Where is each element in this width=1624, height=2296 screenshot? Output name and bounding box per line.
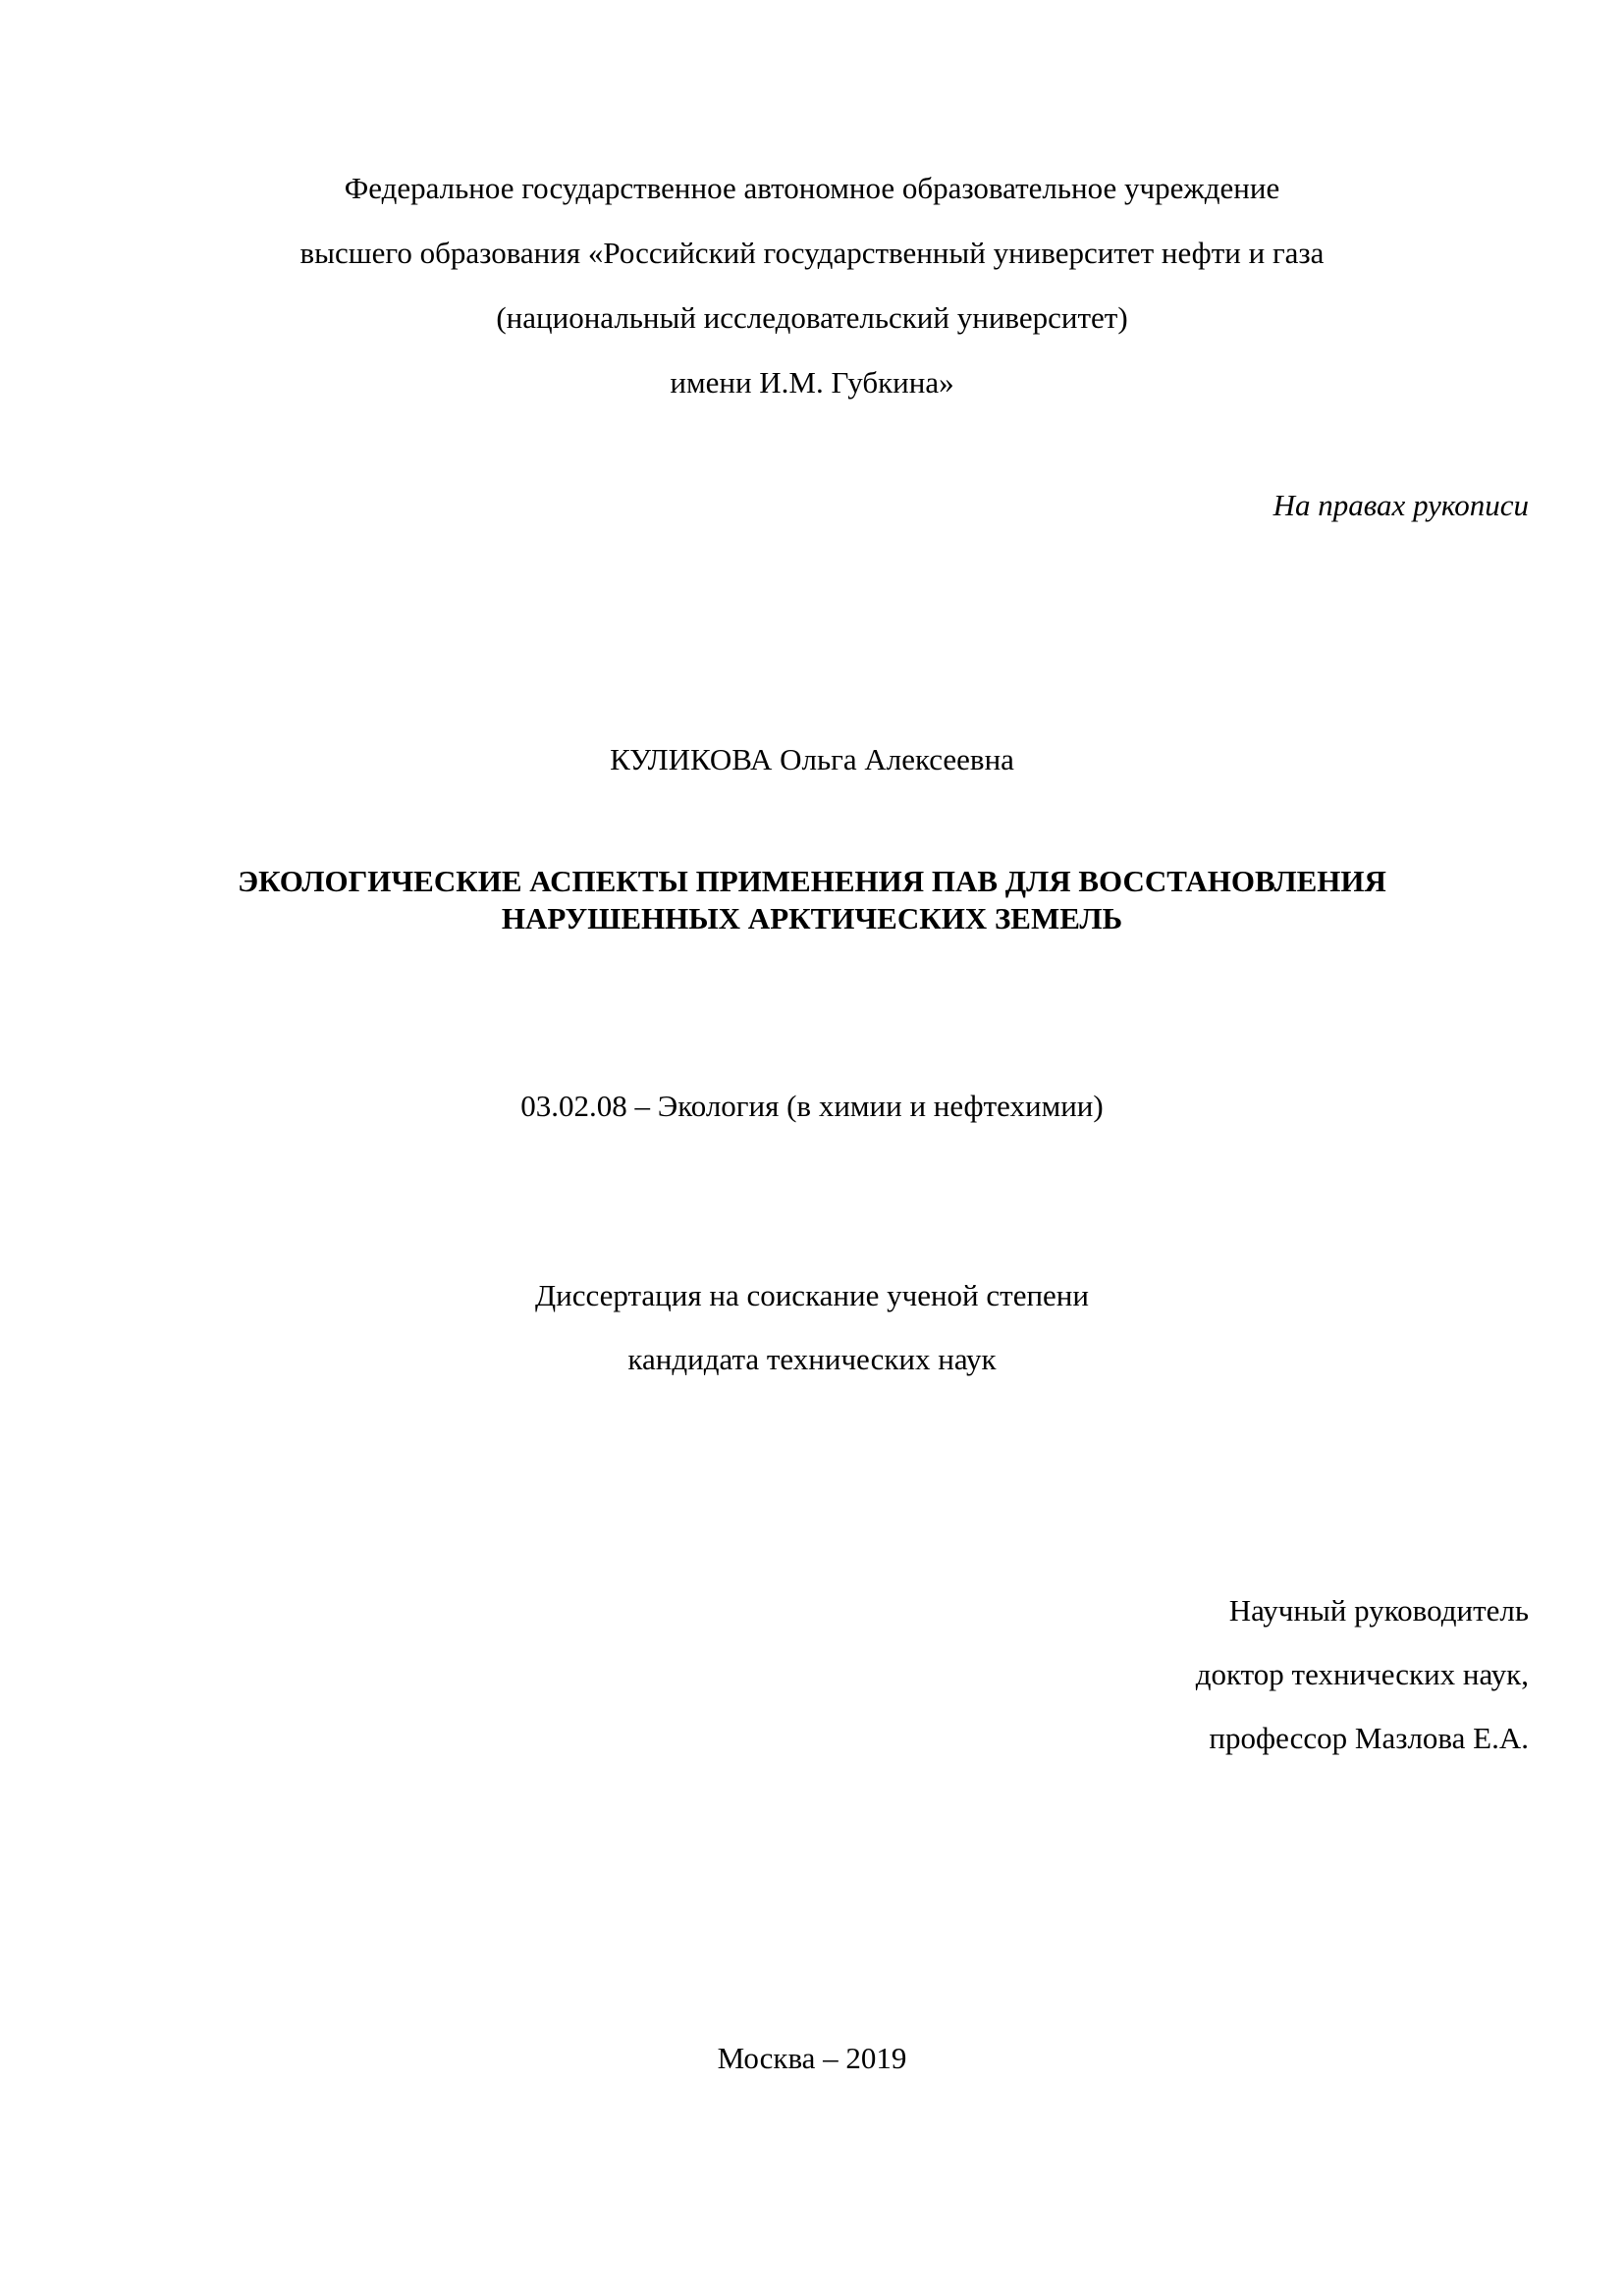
title-line-1: ЭКОЛОГИЧЕСКИЕ АСПЕКТЫ ПРИМЕНЕНИЯ ПАВ ДЛЯ ВОССТАНОВЛЕНИЯ xyxy=(238,864,1386,898)
title-line-2: НАРУШЕННЫХ АРКТИЧЕСКИХ ЗЕМЕЛЬ xyxy=(501,901,1123,935)
institution-line-4: имени И.М. Губкина» xyxy=(670,365,954,400)
institution-line-1: Федеральное государственное автономное образовательное учреждение xyxy=(344,171,1280,205)
manuscript-note: На правах рукописи xyxy=(1272,488,1529,522)
institution-line-3: (национальный исследовательский университет) xyxy=(496,300,1128,335)
supervisor-line-1: Научный руководитель xyxy=(1228,1593,1529,1628)
specialty: 03.02.08 – Экология (в химии и нефтехимии) xyxy=(520,1089,1104,1123)
supervisor-line-3: профессор Мазлова Е.А. xyxy=(1209,1721,1529,1755)
degree-line-2: кандидата технических наук xyxy=(627,1342,997,1376)
degree-line-1: Диссертация на соискание ученой степени xyxy=(535,1278,1089,1312)
supervisor-line-2: доктор технических наук, xyxy=(1195,1657,1529,1691)
institution-line-2: высшего образования «Российский государственный университет нефти и газа xyxy=(299,236,1325,270)
place-year: Москва – 2019 xyxy=(717,2041,907,2075)
author-name: КУЛИКОВА Ольга Алексеевна xyxy=(610,742,1014,776)
